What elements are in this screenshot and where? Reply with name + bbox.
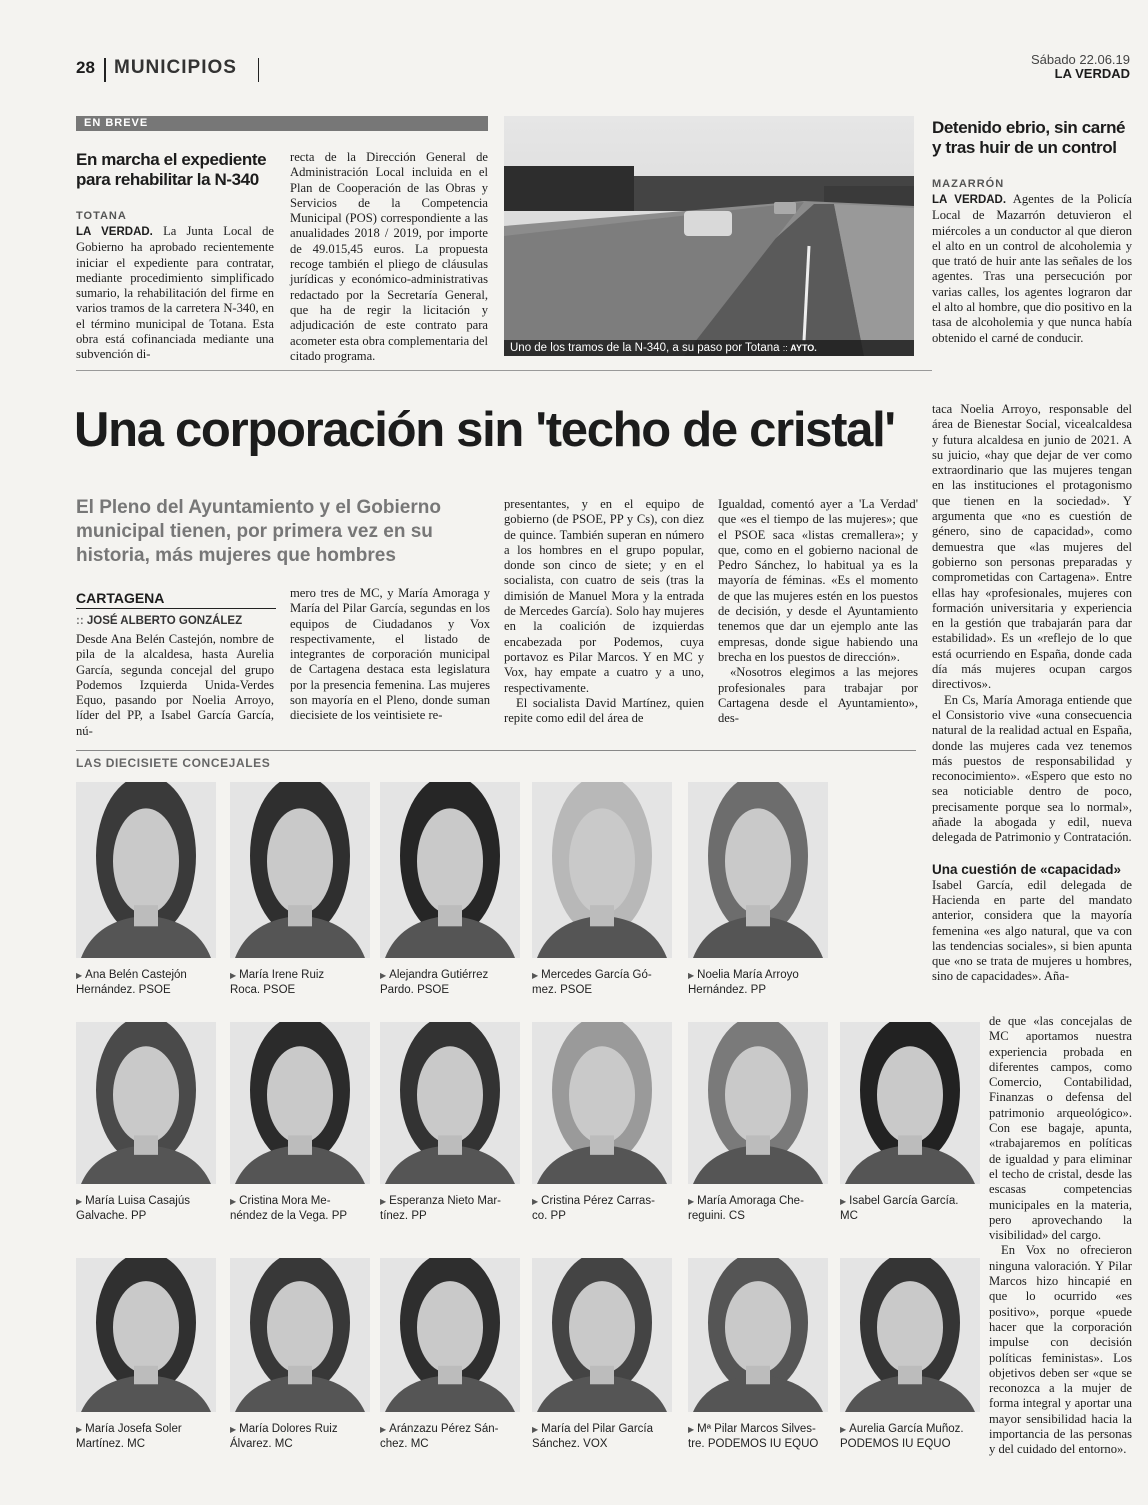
photo-caption-bar: Uno de los tramos de la N-340, a su paso por Totana :: AYTO. xyxy=(504,340,914,356)
portrait-silhouette xyxy=(230,1258,370,1412)
header-divider-2 xyxy=(258,58,259,82)
header-divider xyxy=(104,58,106,82)
councillor-caption xyxy=(76,1422,224,1452)
section-name: MUNICIPIOS xyxy=(114,57,237,78)
brief1-text-1: La Junta Local de Gobierno ha aprobado recientemente iniciar el expediente para contratar, mediante procedimiento simplificado sumario, la rehabilitación del firme en varios tramos de la carretera N-340, en el término municipal de Totana. Esta obra está cofinanciada mediante una subvención di- xyxy=(76,224,274,362)
article-col5-text-3: Isabel García, edil delegada de Hacienda en parte del mandato anterior, considera que la mayoría femenina «es algo natural, que va con las tendencias sociales», si bien apunta que «no se trata de mujeres u hombres, sino de capacidades». Aña- xyxy=(932,877,1132,984)
location: CARTAGENA xyxy=(76,590,165,606)
councillor-caption xyxy=(532,968,680,998)
article-column-1 xyxy=(76,632,274,739)
councillor-caption xyxy=(688,1422,836,1452)
councillor-name-line2: néndez de la Vega. xyxy=(230,1210,329,1222)
brief1-column-2 xyxy=(290,150,488,364)
councillor-party: MC xyxy=(127,1438,146,1450)
councillor-name-line1: María Luisa Casajús xyxy=(85,1195,190,1207)
councillor-party: MC xyxy=(410,1438,429,1450)
councillor-caption xyxy=(532,1422,680,1452)
councillor-name-line1: Noelia María Arroyo xyxy=(697,969,799,981)
caption-arrow-icon: ▶ xyxy=(230,971,237,980)
councillor-caption xyxy=(230,968,378,998)
councillor-caption xyxy=(840,1194,988,1224)
councillor-photo xyxy=(532,782,672,958)
councillor-party: PP xyxy=(130,1210,147,1222)
photo-caption: Uno de los tramos de la N-340, a su paso por Totana xyxy=(510,342,780,354)
caption-arrow-icon: ▶ xyxy=(380,971,387,980)
councillor-party: MC xyxy=(840,1210,858,1222)
councillor-caption xyxy=(230,1194,378,1224)
councillor-caption xyxy=(380,968,528,998)
article-column-4 xyxy=(718,497,918,726)
councillor-photo xyxy=(840,1258,980,1412)
brief-banner-label: EN BREVE xyxy=(84,117,149,129)
councillor-photo xyxy=(380,1258,520,1412)
councillor-party: PSOE xyxy=(263,984,296,996)
councillor-photo xyxy=(76,1022,216,1184)
councillor-photo xyxy=(688,1022,828,1184)
councillor-name-line2: Roca. xyxy=(230,984,261,996)
councillor-caption xyxy=(380,1422,528,1452)
councillor-party: MC xyxy=(274,1438,293,1450)
newspaper-name: LA VERDAD xyxy=(1054,66,1130,81)
article-col4-text-2: «Nosotros elegimos a las mejores profesionales para trabajar por Cartagena desde el Ayuntamiento», des- xyxy=(718,665,918,726)
road-photo xyxy=(504,116,914,356)
councillor-photo xyxy=(840,1022,980,1184)
photo-credit: AYTO. xyxy=(790,343,817,353)
councillor-name-line1: Alejandra Gutiérrez xyxy=(389,969,489,981)
councillor-party: PSOE xyxy=(417,984,450,996)
councillor-caption xyxy=(532,1194,680,1224)
councillor-party: PP xyxy=(550,1210,566,1222)
councillor-name-line1: María Dolores Ruiz xyxy=(239,1423,338,1435)
councillor-name-line1: María Amoraga Che- xyxy=(697,1195,804,1207)
brief2-lead: LA VERDAD. xyxy=(932,194,1007,206)
brief2-column xyxy=(932,192,1132,346)
portrait-silhouette xyxy=(840,1022,980,1184)
councillor-party: PP xyxy=(411,1210,427,1222)
councillor-name-line1: Cristina Mora Me- xyxy=(239,1195,331,1207)
caption-arrow-icon: ▶ xyxy=(76,971,83,980)
caption-arrow-icon: ▶ xyxy=(840,1197,847,1206)
councillor-photo xyxy=(230,782,370,958)
councillor-name-line1: Esperanza Nieto Mar- xyxy=(389,1195,502,1207)
councillor-name-line1: Aurelia García Muñoz. xyxy=(849,1423,964,1435)
article-col5-text-2: En Cs, María Amoraga entiende que el Consistorio vive «una consecuencia natural de la realidad actual en España, donde las mujeres cada vez tenemos más puestos de responsabilidad y reconocimiento». «Espero que esto no sea noticiable dentro de poco, precisamente porque sea lo normal», añade la abogada y edil, nueva delegada de Patrimonio y Contratación. xyxy=(932,692,1132,845)
portrait-silhouette xyxy=(380,1022,520,1184)
article-col1-text: Desde Ana Belén Castejón, nombre de pila de la alcaldesa, hasta Aurelia García, segunda concejal del grupo Podemos Izquierda Unida-Verdes Equo, pasando por Noelia Arroyo, líder del PP, a Isabel García García, nú- xyxy=(76,632,274,738)
councillor-name-line2: Sánchez. xyxy=(532,1438,580,1450)
councillor-name-line1: Aránzazu Pérez Sán- xyxy=(389,1423,499,1435)
article-col4-text: Igualdad, comentó ayer a 'La Verdad' que «es el tiempo de las mujeres»; que el PSOE saca «listas cremallera»; y que, como en el gobierno nacional de Pedro Sánchez, lo habitual ya es la mayoría de féminas. «Es el momento de que las mujeres estén en los puestos de decisión, y desde el Ayuntamiento tenemos que dar un ejemplo ante las empresas, donde sigue habiendo una brecha en los puestos de dirección». xyxy=(718,497,918,664)
article-col5-text-1: taca Noelia Arroyo, responsable del área de Bienestar Social, vicealcaldesa y futura alcaldesa en junio de 2021. A su juicio, «hay que dejar de ver como extraordinario que las mujeres tengan en las instituciones el protagonismo que tienen en la sociedad». Y argumenta que «no es cuestión de género, sino de capacidad», como demuestra que «las mujeres del gobierno son personas preparadas y comprometidas con Cartagena». Entre ellas hay «profesionales, mujeres con formación universitaria y experiencia en la gestión que trabajarán para dar estabilidad». Es un «reflejo de lo que está ocurriendo en España, donde cada día más mujeres ocupan cargos directivos». xyxy=(932,402,1132,692)
councillor-party: PP xyxy=(331,1210,348,1222)
councillor-party: PODEMOS IU EQUO xyxy=(840,1438,951,1450)
caption-arrow-icon: ▶ xyxy=(688,971,695,980)
caption-arrow-icon: ▶ xyxy=(532,971,539,980)
portrait-silhouette xyxy=(76,1258,216,1412)
portrait-silhouette xyxy=(532,782,672,958)
caption-arrow-icon: ▶ xyxy=(230,1425,237,1434)
article-column-5 xyxy=(932,402,1132,985)
caption-arrow-icon: ▶ xyxy=(76,1197,83,1206)
article-col6-text-1: de que «las concejalas de MC aportamos nuestra experiencia probada en diferentes campos, como Comercio, Contabilidad, Finanzas o defensa del patrimonio arqueológico». Con ese bagaje, apunta, «trabajaremos en políticas de igualdad y para eliminar el techo de cristal, desde las escasas competencias municipales en la materia, pero aprovechando la visibilidad» del cargo. xyxy=(989,1014,1132,1243)
councillor-name-line1: Ana Belén Castejón xyxy=(85,969,187,981)
councillor-party: VOX xyxy=(583,1438,608,1450)
caption-arrow-icon: ▶ xyxy=(840,1425,847,1434)
portrait-silhouette xyxy=(840,1258,980,1412)
councillor-name-line1: María del Pilar García xyxy=(541,1423,654,1435)
councillor-name-line1: María Josefa Soler xyxy=(85,1423,182,1435)
councillor-photo xyxy=(688,782,828,958)
councillor-caption xyxy=(380,1194,528,1224)
caption-arrow-icon: ▶ xyxy=(230,1197,237,1206)
article-col3-text: presentantes, y en el equipo de gobierno (de PSOE, PP y Cs), con diez de quince. También superan en número a los hombres en el grupo popular, donde son cinco de siete; y en el socialista, con cuatro de seis (tras la dimisión de Manuel Mora y la entrada de Mercedes García). Solo hay mujeres en la coalición de izquierdas encabezada por Podemos, cuya portavoz es Pilar Marcos. Y en MC y Vox, hay empate a cuatro y a uno, respectivamente. xyxy=(504,497,704,695)
road-photo-image xyxy=(504,116,914,356)
portrait-silhouette xyxy=(532,1258,672,1412)
portrait-silhouette xyxy=(380,1258,520,1412)
location-rule xyxy=(76,608,276,609)
article-column-2 xyxy=(290,586,490,724)
gallery-rule xyxy=(76,750,916,751)
headline: Una corporación sin 'techo de cristal' xyxy=(74,403,895,457)
portrait-silhouette xyxy=(230,782,370,958)
councillor-photo xyxy=(230,1258,370,1412)
article-column-6 xyxy=(989,1014,1132,1458)
councillor-party: PSOE xyxy=(138,984,171,996)
councillor-photo xyxy=(532,1258,672,1412)
councillor-party: PP xyxy=(750,984,767,996)
caption-arrow-icon: ▶ xyxy=(380,1425,387,1434)
councillor-photo xyxy=(532,1022,672,1184)
councillor-name-line1: Mercedes García Gó- xyxy=(541,969,652,981)
byline: :: JOSÉ ALBERTO GONZÁLEZ xyxy=(76,615,243,627)
caption-arrow-icon: ▶ xyxy=(532,1425,539,1434)
article-col6-text-2: En Vox no ofrecieron ninguna valoración. Y Pilar Marcos hizo hincapié en que lo ocurrido «es positivo», porque «puede hacer que la corporación impulse con decisión políticas feministas». Los objetivos deben ser «que se reconozca a la mujer de forma integral y aportar una mayor sensibilidad hacia la importancia de las personas y del cuidado del entorno». xyxy=(989,1243,1132,1457)
councillor-name-line1: María Irene Ruiz xyxy=(239,969,325,981)
councillor-photo xyxy=(380,782,520,958)
portrait-silhouette xyxy=(230,1022,370,1184)
byline-name: JOSÉ ALBERTO GONZÁLEZ xyxy=(86,615,243,627)
councillor-caption xyxy=(688,968,836,998)
portrait-silhouette xyxy=(380,782,520,958)
councillor-name-line2: Hernández. xyxy=(76,984,136,996)
gallery-label: LAS DIECISIETE CONCEJALES xyxy=(76,756,271,770)
brief-banner xyxy=(76,116,488,131)
brief1-column-1 xyxy=(76,224,274,363)
brief2-title: Detenido ebrio, sin carné y tras huir de un control xyxy=(932,118,1126,157)
councillor-caption xyxy=(230,1422,378,1452)
article-col2-text: mero tres de MC, y María Amoraga y María del Pilar García, segundas en los equipos de Ciudadanos y Vox respectivamente, el listado de integrantes de corporación municipal de Cartagena destaca esta legislatura por la presencia femenina. Las mujeres son mayoría en el Pleno, donde suman diecisiete de los veintisiete re- xyxy=(290,586,490,723)
councillor-name-line2: reguini. xyxy=(688,1210,726,1222)
brief1-text-2: recta de la Dirección General de Administración Local incluida en el Plan de Cooperación de las Obras y Servicios de la Competencia Municipal (POS) correspondiente a las anualidades 2018 / 2019, por importe de 49.015,45 euros. La propuesta recoge también el pliego de cláusulas jurídicas y económico-administrativas redactado por la Secretaría General, que ha de regir la licitación y adjudicación de este contrato para acometer esta obra complementaria del citado programa. xyxy=(290,150,488,363)
brief1-title: En marcha el expediente para rehabilitar la N-340 xyxy=(76,150,267,189)
caption-arrow-icon: ▶ xyxy=(532,1197,539,1206)
councillor-photo xyxy=(688,1258,828,1412)
councillor-name-line2: Galvache. xyxy=(76,1210,128,1222)
brief2-text: Agentes de la Policía Local de Mazarrón detuvieron el miércoles a un conductor al que dieron el alto en un control de alcoholemia y que trató de huir ante las señales de los agentes. Tras una persecución por varias calles, los agentes lograron dar el alto al hombre, que dio positivo en la tasa de alcoholemia y que nunca había obtenido el carné de conducir. xyxy=(932,192,1132,345)
councillor-name-line2: Álvarez. xyxy=(230,1438,272,1450)
article-subhead: Una cuestión de «capacidad» xyxy=(932,861,1122,877)
article-col3-text-2: El socialista David Martínez, quien repite como edil del área de xyxy=(504,695,704,726)
councillor-party: PSOE xyxy=(560,984,593,996)
caption-arrow-icon: ▶ xyxy=(688,1197,695,1206)
councillor-caption xyxy=(688,1194,836,1224)
councillor-name-line2: Hernández. xyxy=(688,984,748,996)
councillor-name-line2: mez. xyxy=(532,984,557,996)
councillor-name-line2: Pardo. xyxy=(380,984,414,996)
councillor-name-line1: Cristina Pérez Carras- xyxy=(541,1195,655,1207)
councillor-name-line2: Martínez. xyxy=(76,1438,124,1450)
councillor-caption xyxy=(76,1194,224,1224)
subheadline: El Pleno del Ayuntamiento y el Gobierno municipal tienen, por primera vez en su historia, más mujeres que hombres xyxy=(76,497,441,566)
issue-date: Sábado 22.06.19 xyxy=(1030,52,1130,67)
councillor-name-line2: chez. xyxy=(380,1438,408,1450)
councillor-party: PODEMOS IU EQUO xyxy=(707,1438,819,1450)
caption-arrow-icon: ▶ xyxy=(380,1197,387,1206)
portrait-silhouette xyxy=(76,782,216,958)
councillor-name-line1: Mª Pilar Marcos Silves- xyxy=(697,1423,816,1435)
councillor-photo xyxy=(76,1258,216,1412)
councillor-name-line2: co. xyxy=(532,1210,548,1222)
portrait-silhouette xyxy=(688,1258,828,1412)
portrait-silhouette xyxy=(532,1022,672,1184)
councillor-photo xyxy=(76,782,216,958)
portrait-silhouette xyxy=(688,782,828,958)
caption-arrow-icon: ▶ xyxy=(76,1425,83,1434)
article-column-3 xyxy=(504,497,704,726)
brief1-location: TOTANA xyxy=(76,210,127,222)
brief2-location: MAZARRÓN xyxy=(932,178,1005,190)
councillor-photo xyxy=(230,1022,370,1184)
councillor-name-line2: tínez. xyxy=(380,1210,409,1222)
page-number: 28 xyxy=(76,58,95,77)
brief1-lead: LA VERDAD. xyxy=(76,226,153,238)
councillor-party: CS xyxy=(728,1210,745,1222)
councillor-caption xyxy=(840,1422,988,1452)
councillor-caption xyxy=(76,968,224,998)
brief-separator xyxy=(76,370,932,371)
councillor-name-line2: tre. xyxy=(688,1438,705,1450)
portrait-silhouette xyxy=(688,1022,828,1184)
caption-arrow-icon: ▶ xyxy=(688,1425,695,1434)
councillor-photo xyxy=(380,1022,520,1184)
councillor-name-line1: Isabel García García. xyxy=(849,1195,959,1207)
portrait-silhouette xyxy=(76,1022,216,1184)
